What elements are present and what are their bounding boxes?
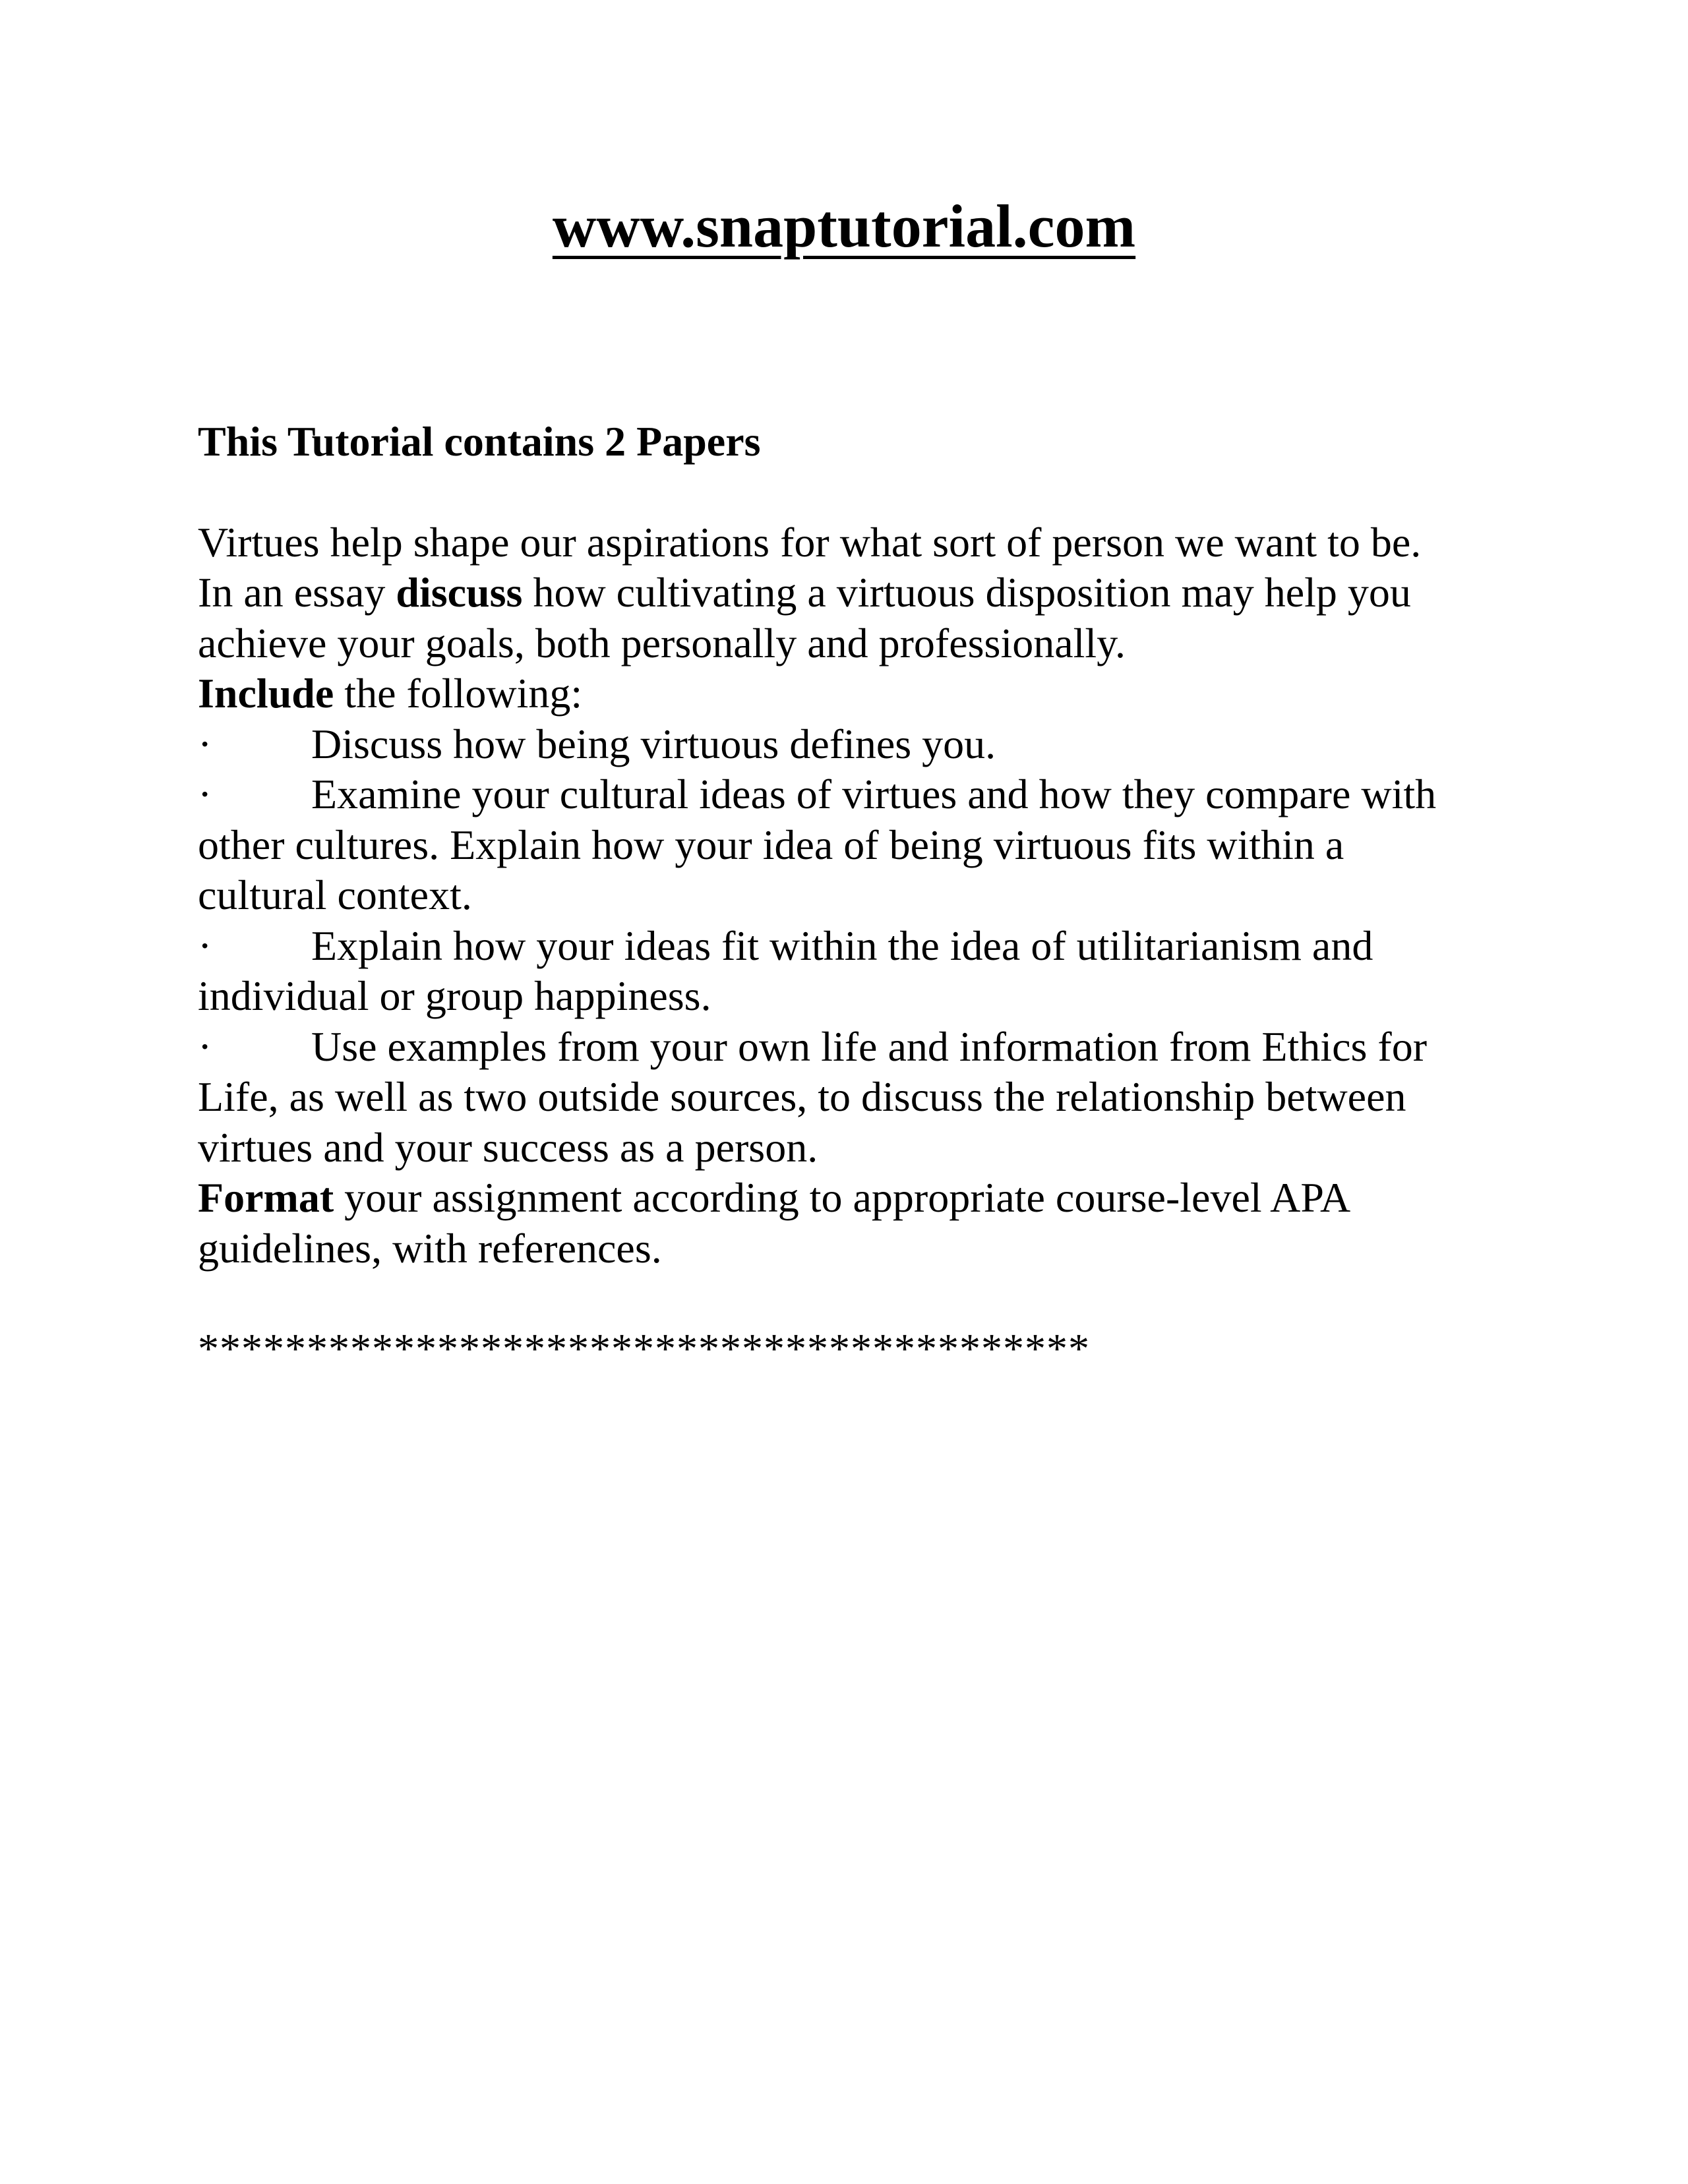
bullet-icon: ·: [198, 720, 212, 767]
format-emphasis: Format: [198, 1174, 334, 1221]
site-url-link[interactable]: www.snaptutorial.com: [552, 192, 1136, 260]
include-line: [198, 668, 1530, 719]
bullet-icon: ·: [198, 922, 212, 969]
format-paragraph: [198, 1173, 1530, 1274]
bullet-list: [198, 719, 1530, 1173]
bullet-continuation: other cultures. Explain how your idea of being virtuous fits within a: [198, 821, 1344, 868]
bullet-icon: ·: [198, 771, 212, 817]
bullet-line: [198, 769, 1530, 820]
bullet-text: Use examples from your own life and information from Ethics for: [311, 1022, 1427, 1070]
include-rest: the following:: [334, 670, 583, 717]
site-title: [0, 190, 1688, 262]
intro-line-2-rest: how cultivating a virtuous disposition may help you: [522, 569, 1411, 616]
intro-line-1: Virtues help shape our aspirations for what sort of person we want to be.: [198, 518, 1422, 566]
list-item: [198, 1022, 1530, 1173]
bullet-icon: ·: [198, 1022, 212, 1070]
tutorial-heading: This Tutorial contains 2 Papers: [198, 418, 761, 465]
format-line-2: guidelines, with references.: [198, 1224, 662, 1272]
list-item: [198, 769, 1530, 921]
intro-paragraph: [198, 517, 1530, 669]
intro-line-2: [198, 568, 1530, 618]
intro-line-3: achieve your goals, both personally and professionally.: [198, 619, 1126, 666]
bullet-text: Explain how your ideas fit within the idea of utilitarianism and: [311, 922, 1373, 969]
format-line-1: [198, 1173, 1530, 1224]
document-body: [198, 417, 1530, 1374]
bullet-continuation: virtues and your success as a person.: [198, 1123, 818, 1171]
bullet-text: Discuss how being virtuous defines you.: [311, 720, 996, 767]
discuss-emphasis: discuss: [396, 569, 523, 616]
include-emphasis: Include: [198, 670, 334, 717]
bullet-continuation: individual or group happiness.: [198, 972, 711, 1019]
list-item: [198, 921, 1530, 1022]
bullet-text: Examine your cultural ideas of virtues and how they compare with: [311, 771, 1437, 817]
separator-stars: *****************************************: [198, 1325, 1090, 1372]
bullet-line: [198, 921, 1530, 972]
bullet-line: [198, 1022, 1530, 1073]
format-line-1-rest: your assignment according to appropriate course-level APA: [334, 1174, 1351, 1221]
bullet-continuation: cultural context.: [198, 871, 472, 918]
bullet-line: [198, 719, 1530, 770]
intro-line-2-text: In an essay: [198, 569, 396, 616]
bullet-continuation: Life, as well as two outside sources, to discuss the relationship between: [198, 1073, 1406, 1120]
list-item: [198, 719, 1530, 770]
